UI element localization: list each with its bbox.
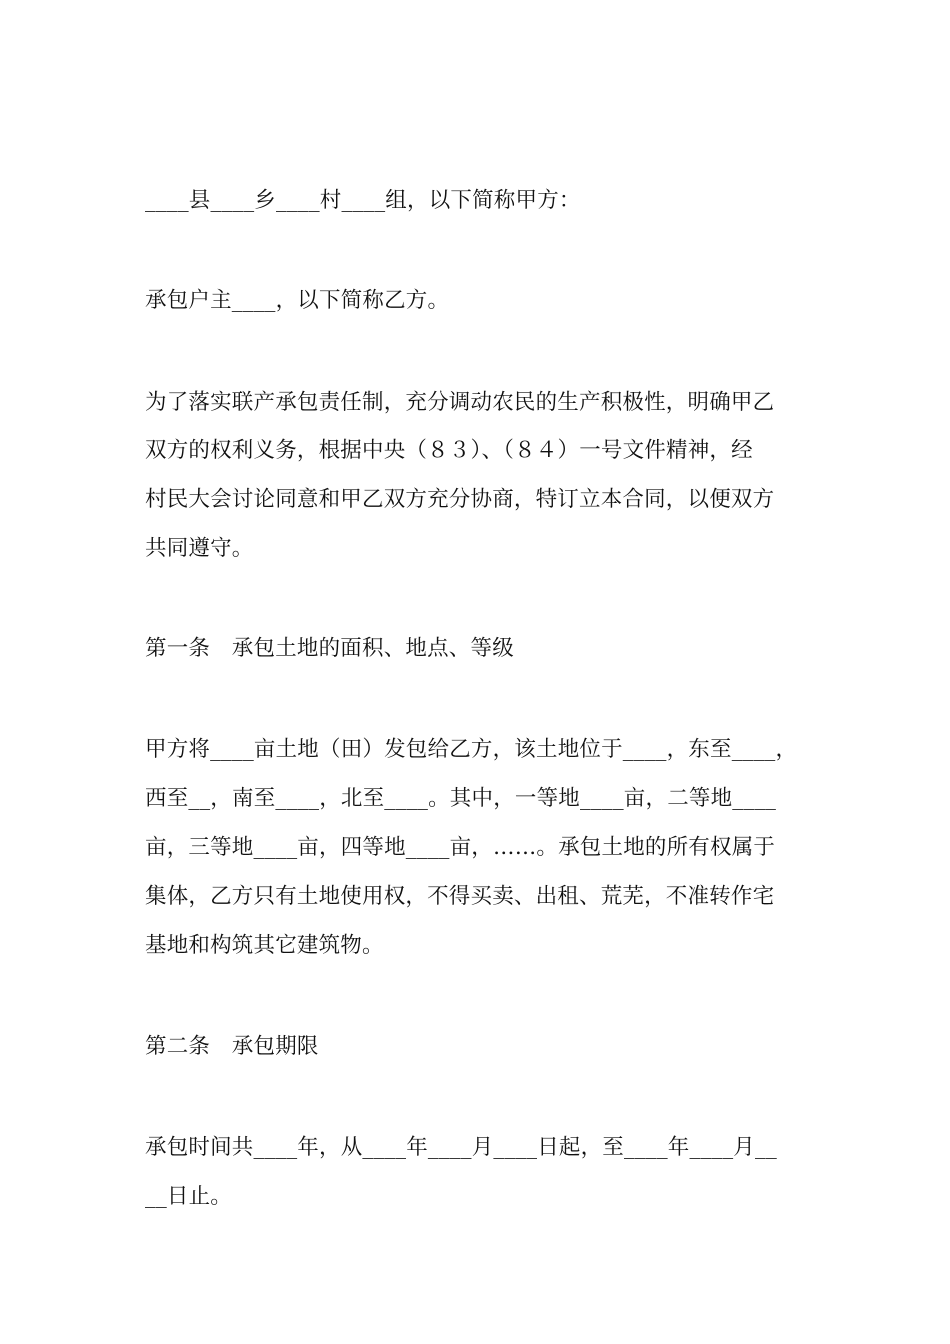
article-1-line-1: 甲方将____亩土地（田）发包给乙方，该土地位于____，东至____，	[145, 737, 798, 762]
article-1-line-2: 西至__，南至____，北至____。其中，一等地____亩，二等地____	[145, 786, 777, 811]
article-2-line-1: 承包时间共____年，从____年____月____日起，至____年____月__	[145, 1135, 777, 1160]
party-a-line: ____县____乡____村____组，以下简称甲方：	[145, 188, 581, 213]
article-1-line-3: 亩，三等地____亩，四等地____亩，……。承包土地的所有权属于	[145, 835, 776, 860]
preamble-line-4: 共同遵守。	[145, 536, 254, 561]
preamble-line-1: 为了落实联产承包责任制，充分调动农民的生产积极性，明确甲乙	[145, 390, 775, 415]
article-2-line-2: __日止。	[145, 1184, 233, 1209]
article-1-line-5: 基地和构筑其它建筑物。	[145, 933, 384, 958]
preamble-line-2: 双方的权利义务，根据中央（８３）、（８４）一号文件精神，经	[145, 438, 753, 463]
party-b-line: 承包户主____，以下简称乙方。	[145, 288, 450, 313]
article-1-heading: 第一条 承包土地的面积、地点、等级	[145, 636, 514, 661]
preamble-line-3: 村民大会讨论同意和甲乙双方充分协商，特订立本合同，以便双方	[145, 487, 775, 512]
article-1-line-4: 集体，乙方只有土地使用权，不得买卖、出租、荒芜，不准转作宅	[145, 884, 775, 909]
article-2-heading: 第二条 承包期限	[145, 1034, 319, 1059]
